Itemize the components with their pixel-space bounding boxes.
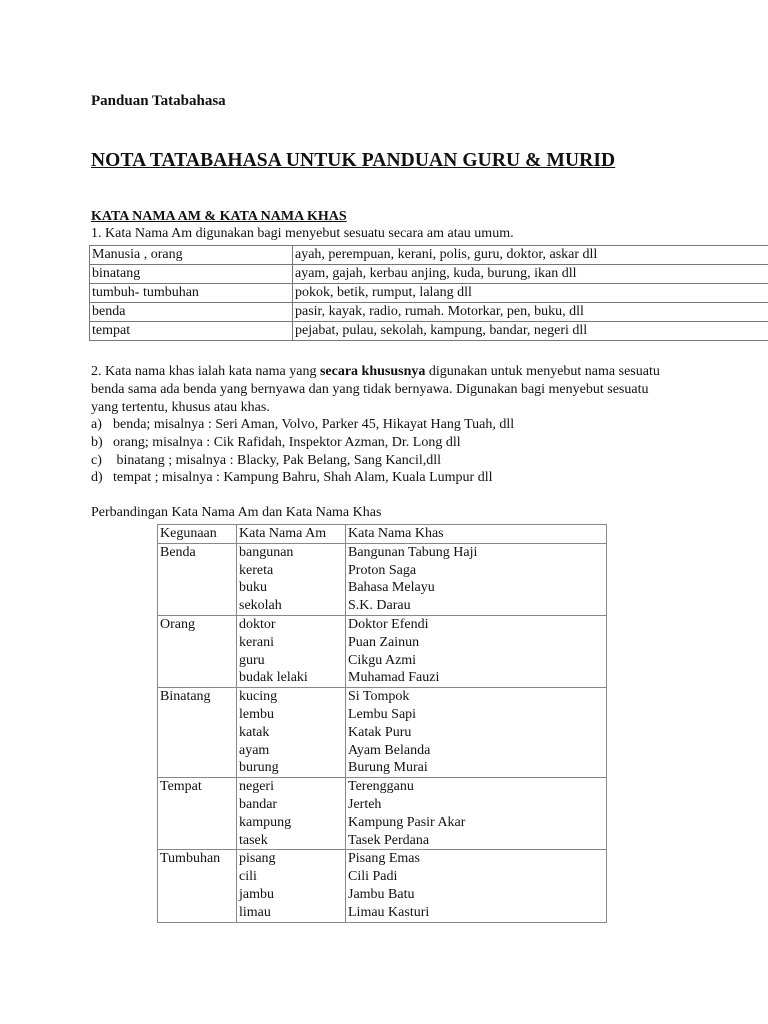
category-cell: tumbuh- tumbuhan — [90, 284, 293, 303]
kata-nama-khas-word: Bangunan Tabung Haji — [348, 544, 478, 560]
kata-nama-am-word: guru — [239, 652, 265, 668]
list-item-text: benda; misalnya : Seri Aman, Volvo, Parker 45, Hikayat Hang Tuah, dll — [113, 417, 515, 432]
table-row — [90, 265, 768, 284]
kata-nama-khas-word: Jambu Batu — [348, 886, 415, 902]
list-item-label: b) — [91, 434, 103, 450]
kata-nama-am-cell — [237, 850, 346, 922]
kata-nama-khas-word: Pisang Emas — [348, 851, 420, 867]
list-item — [91, 434, 514, 452]
kata-nama-am-word: jambu — [239, 886, 274, 902]
table-row — [90, 284, 768, 303]
paragraph-text-end: digunakan untuk menyebut nama sesuatu benda sama ada benda yang bernyawa dan yang tidak bernyawa. Digunakan bagi menyebut sesuatu yang tertentu, khusus atau khas. — [91, 364, 660, 415]
kata-nama-khas-cell — [346, 850, 607, 922]
table-header-cell: Kata Nama Am — [237, 525, 346, 544]
category-cell: tempat — [90, 322, 293, 341]
use-cell — [158, 850, 237, 922]
kata-nama-khas-word: Si Tompok — [348, 689, 410, 705]
list-item-text: orang; misalnya : Cik Rafidah, Inspektor Azman, Dr. Long dll — [113, 434, 461, 450]
examples-cell: pokok, betik, rumput, lalang dll — [293, 284, 768, 303]
kata-nama-khas-word: Bahasa Melayu — [348, 580, 435, 596]
category-cell: Manusia , orang — [90, 246, 293, 265]
table-row — [90, 322, 768, 341]
kata-nama-am-cell — [237, 543, 346, 615]
kata-nama-am-cell — [237, 688, 346, 778]
examples-cell: ayah, perempuan, kerani, polis, guru, doktor, askar dll — [293, 246, 768, 265]
use-cell — [158, 688, 237, 778]
kata-nama-am-cell — [237, 615, 346, 687]
main-title: NOTA TATABAHASA UNTUK PANDUAN GURU & MURID — [91, 150, 616, 171]
use-cell — [158, 543, 237, 615]
list-item — [91, 452, 514, 470]
kata-nama-am-word: tasek — [239, 832, 268, 848]
kata-nama-am-table — [89, 245, 768, 341]
list-item-label: d) — [91, 470, 103, 486]
table-row — [90, 303, 768, 322]
kata-nama-khas-word: Limau Kasturi — [348, 904, 430, 920]
kata-nama-khas-word: Ayam Belanda — [348, 742, 431, 758]
kata-nama-am-word: sekolah — [239, 598, 282, 614]
kata-nama-khas-word: Burung Murai — [348, 760, 428, 776]
kata-nama-am-word: doktor — [239, 616, 276, 632]
kata-nama-khas-word: Katak Puru — [348, 724, 412, 740]
kata-nama-khas-word: Cikgu Azmi — [348, 652, 417, 668]
table-header-cell: Kegunaan — [158, 525, 237, 544]
category-cell: binatang — [90, 265, 293, 284]
kata-nama-am-word: katak — [239, 724, 270, 740]
kata-nama-am-word: cili — [239, 869, 257, 885]
paragraph-bold-text: secara khususnya — [319, 364, 426, 379]
kata-nama-khas-word: Jerteh — [348, 796, 382, 812]
list-item-text: tempat ; misalnya : Kampung Bahru, Shah Alam, Kuala Lumpur dll — [113, 470, 493, 486]
list-item — [91, 469, 514, 487]
examples-cell: pasir, kayak, radio, rumah. Motorkar, pen, buku, dll — [293, 303, 768, 322]
kata-nama-am-word: kucing — [239, 689, 278, 705]
kata-nama-khas-word: Cili Padi — [348, 869, 398, 885]
list-item-text: binatang ; misalnya : Blacky, Pak Belang, Sang Kancil,dll — [113, 452, 442, 468]
kata-nama-khas-word: Lembu Sapi — [348, 706, 417, 722]
kata-nama-khas-cell — [346, 615, 607, 687]
kata-nama-khas-word: Doktor Efendi — [348, 616, 429, 632]
kata-nama-am-word: kerani — [239, 634, 274, 650]
examples-cell: pejabat, pulau, sekolah, kampung, bandar, negeri dll — [293, 322, 768, 341]
kata-nama-am-word: bangunan — [239, 544, 294, 560]
kata-nama-am-word: limau — [239, 904, 271, 920]
document-header: Panduan Tatabahasa — [91, 93, 226, 109]
table-header-cell: Kata Nama Khas — [346, 525, 607, 544]
use-label: Binatang — [160, 689, 211, 705]
comparison-title: Perbandingan Kata Nama Am dan Kata Nama Khas — [91, 505, 382, 520]
kata-nama-am-cell — [237, 778, 346, 850]
comparison-table — [157, 524, 607, 923]
examples-cell: ayam, gajah, kerbau anjing, kuda, burung, ikan dll — [293, 265, 768, 284]
kata-nama-khas-word: Muhamad Fauzi — [348, 670, 440, 686]
kata-nama-khas-cell — [346, 778, 607, 850]
use-label: Tumbuhan — [160, 851, 221, 867]
kata-nama-am-word: pisang — [239, 851, 276, 867]
use-cell — [158, 778, 237, 850]
list-item-label: c) — [91, 452, 102, 468]
table-row — [158, 615, 607, 687]
table-row — [158, 543, 607, 615]
kata-nama-am-word: lembu — [239, 706, 274, 722]
use-label: Benda — [160, 544, 196, 560]
kata-nama-khas-word: Kampung Pasir Akar — [348, 814, 466, 830]
table-row — [158, 778, 607, 850]
kata-nama-am-word: negeri — [239, 779, 274, 795]
kata-nama-am-word: burung — [239, 760, 279, 776]
kata-nama-khas-word: Tasek Perdana — [348, 832, 430, 848]
category-cell: benda — [90, 303, 293, 322]
list-item — [91, 416, 514, 434]
kata-nama-khas-word: Puan Zainun — [348, 634, 420, 650]
section-heading: KATA NAMA AM & KATA NAMA KHAS — [91, 209, 347, 224]
use-cell — [158, 615, 237, 687]
use-label: Tempat — [160, 779, 202, 795]
kata-nama-am-word: budak lelaki — [239, 670, 308, 686]
kata-nama-am-word: kampung — [239, 814, 292, 830]
paragraph-text-start: 2. Kata nama khas ialah kata nama yang — [91, 364, 320, 379]
kata-nama-khas-cell — [346, 688, 607, 778]
kata-nama-khas-word: Terengganu — [348, 779, 414, 795]
kata-nama-khas-paragraph — [91, 363, 671, 416]
kata-nama-khas-list — [91, 416, 514, 487]
table-row — [158, 850, 607, 922]
kata-nama-am-word: bandar — [239, 796, 278, 812]
use-label: Orang — [160, 616, 195, 632]
table-header-row — [158, 525, 607, 544]
table-row — [90, 246, 768, 265]
kata-nama-am-word: ayam — [239, 742, 270, 758]
kata-nama-khas-word: S.K. Darau — [348, 598, 411, 614]
table-row — [158, 688, 607, 778]
kata-nama-khas-cell — [346, 543, 607, 615]
section1-intro: 1. Kata Nama Am digunakan bagi menyebut sesuatu secara am atau umum. — [91, 226, 514, 241]
list-item-label: a) — [91, 417, 102, 432]
kata-nama-khas-word: Proton Saga — [348, 562, 417, 578]
kata-nama-am-word: kereta — [239, 562, 274, 578]
kata-nama-am-word: buku — [239, 580, 267, 596]
